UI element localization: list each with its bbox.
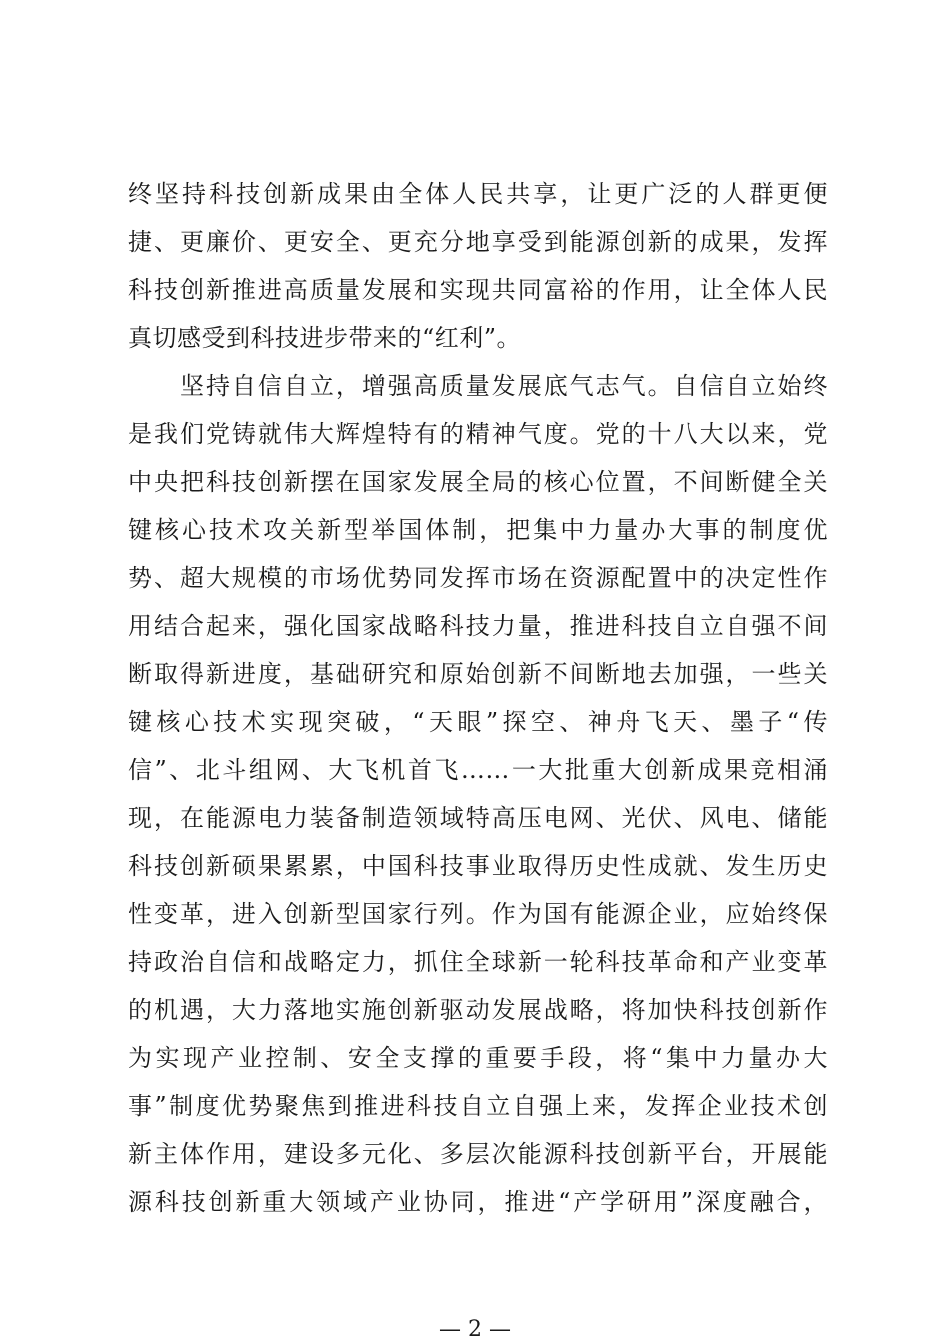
text-line: 坚持自信自立，增强高质量发展底气志气。自信自立始终	[128, 372, 828, 400]
text-line: 新主体作用，建设多元化、多层次能源科技创新平台，开展能	[128, 1140, 828, 1168]
text-line: 科技创新硕果累累，中国科技事业取得历史性成就、发生历史	[128, 852, 828, 880]
text-line: 科技创新推进高质量发展和实现共同富裕的作用，让全体人民	[128, 276, 828, 304]
text-line: 持政治自信和战略定力，抓住全球新一轮科技革命和产业变革	[128, 948, 828, 976]
text-line: 键核心技术实现突破，“天眼”探空、神舟飞天、墨子“传	[128, 708, 828, 736]
text-line: 是我们党铸就伟大辉煌特有的精神气度。党的十八大以来，党	[128, 420, 828, 448]
text-line: 真切感受到科技进步带来的“红利”。	[128, 324, 522, 352]
text-line: 断取得新进度，基础研究和原始创新不间断地去加强，一些关	[128, 660, 828, 688]
text-line: 源科技创新重大领域产业协同，推进“产学研用”深度融合，	[128, 1188, 828, 1216]
text-line: 信”、北斗组网、大飞机首飞……一大批重大创新成果竞相涌	[128, 756, 828, 784]
body-text	[128, 170, 828, 1226]
text-line: 键核心技术攻关新型举国体制，把集中力量办大事的制度优	[128, 516, 828, 544]
paragraph-1	[128, 170, 828, 362]
paragraph-2	[128, 362, 828, 1226]
text-line: 中央把科技创新摆在国家发展全局的核心位置，不间断健全关	[128, 468, 828, 496]
text-line: 势、超大规模的市场优势同发挥市场在资源配置中的决定性作	[128, 564, 828, 592]
text-line: 现，在能源电力装备制造领域特高压电网、光伏、风电、储能	[128, 804, 828, 832]
text-line: 事”制度优势聚焦到推进科技自立自强上来，发挥企业技术创	[128, 1092, 828, 1120]
text-line: 捷、更廉价、更安全、更充分地享受到能源创新的成果，发挥	[128, 228, 828, 256]
text-line: 为实现产业控制、安全支撑的重要手段，将“集中力量办大	[128, 1044, 828, 1072]
text-line: 终坚持科技创新成果由全体人民共享，让更广泛的人群更便	[128, 180, 828, 208]
page-number: — 2 —	[439, 1317, 511, 1342]
text-line: 性变革，进入创新型国家行列。作为国有能源企业，应始终保	[128, 900, 828, 928]
text-line: 的机遇，大力落地实施创新驱动发展战略，将加快科技创新作	[128, 996, 828, 1024]
text-line: 用结合起来，强化国家战略科技力量，推进科技自立自强不间	[128, 612, 828, 640]
